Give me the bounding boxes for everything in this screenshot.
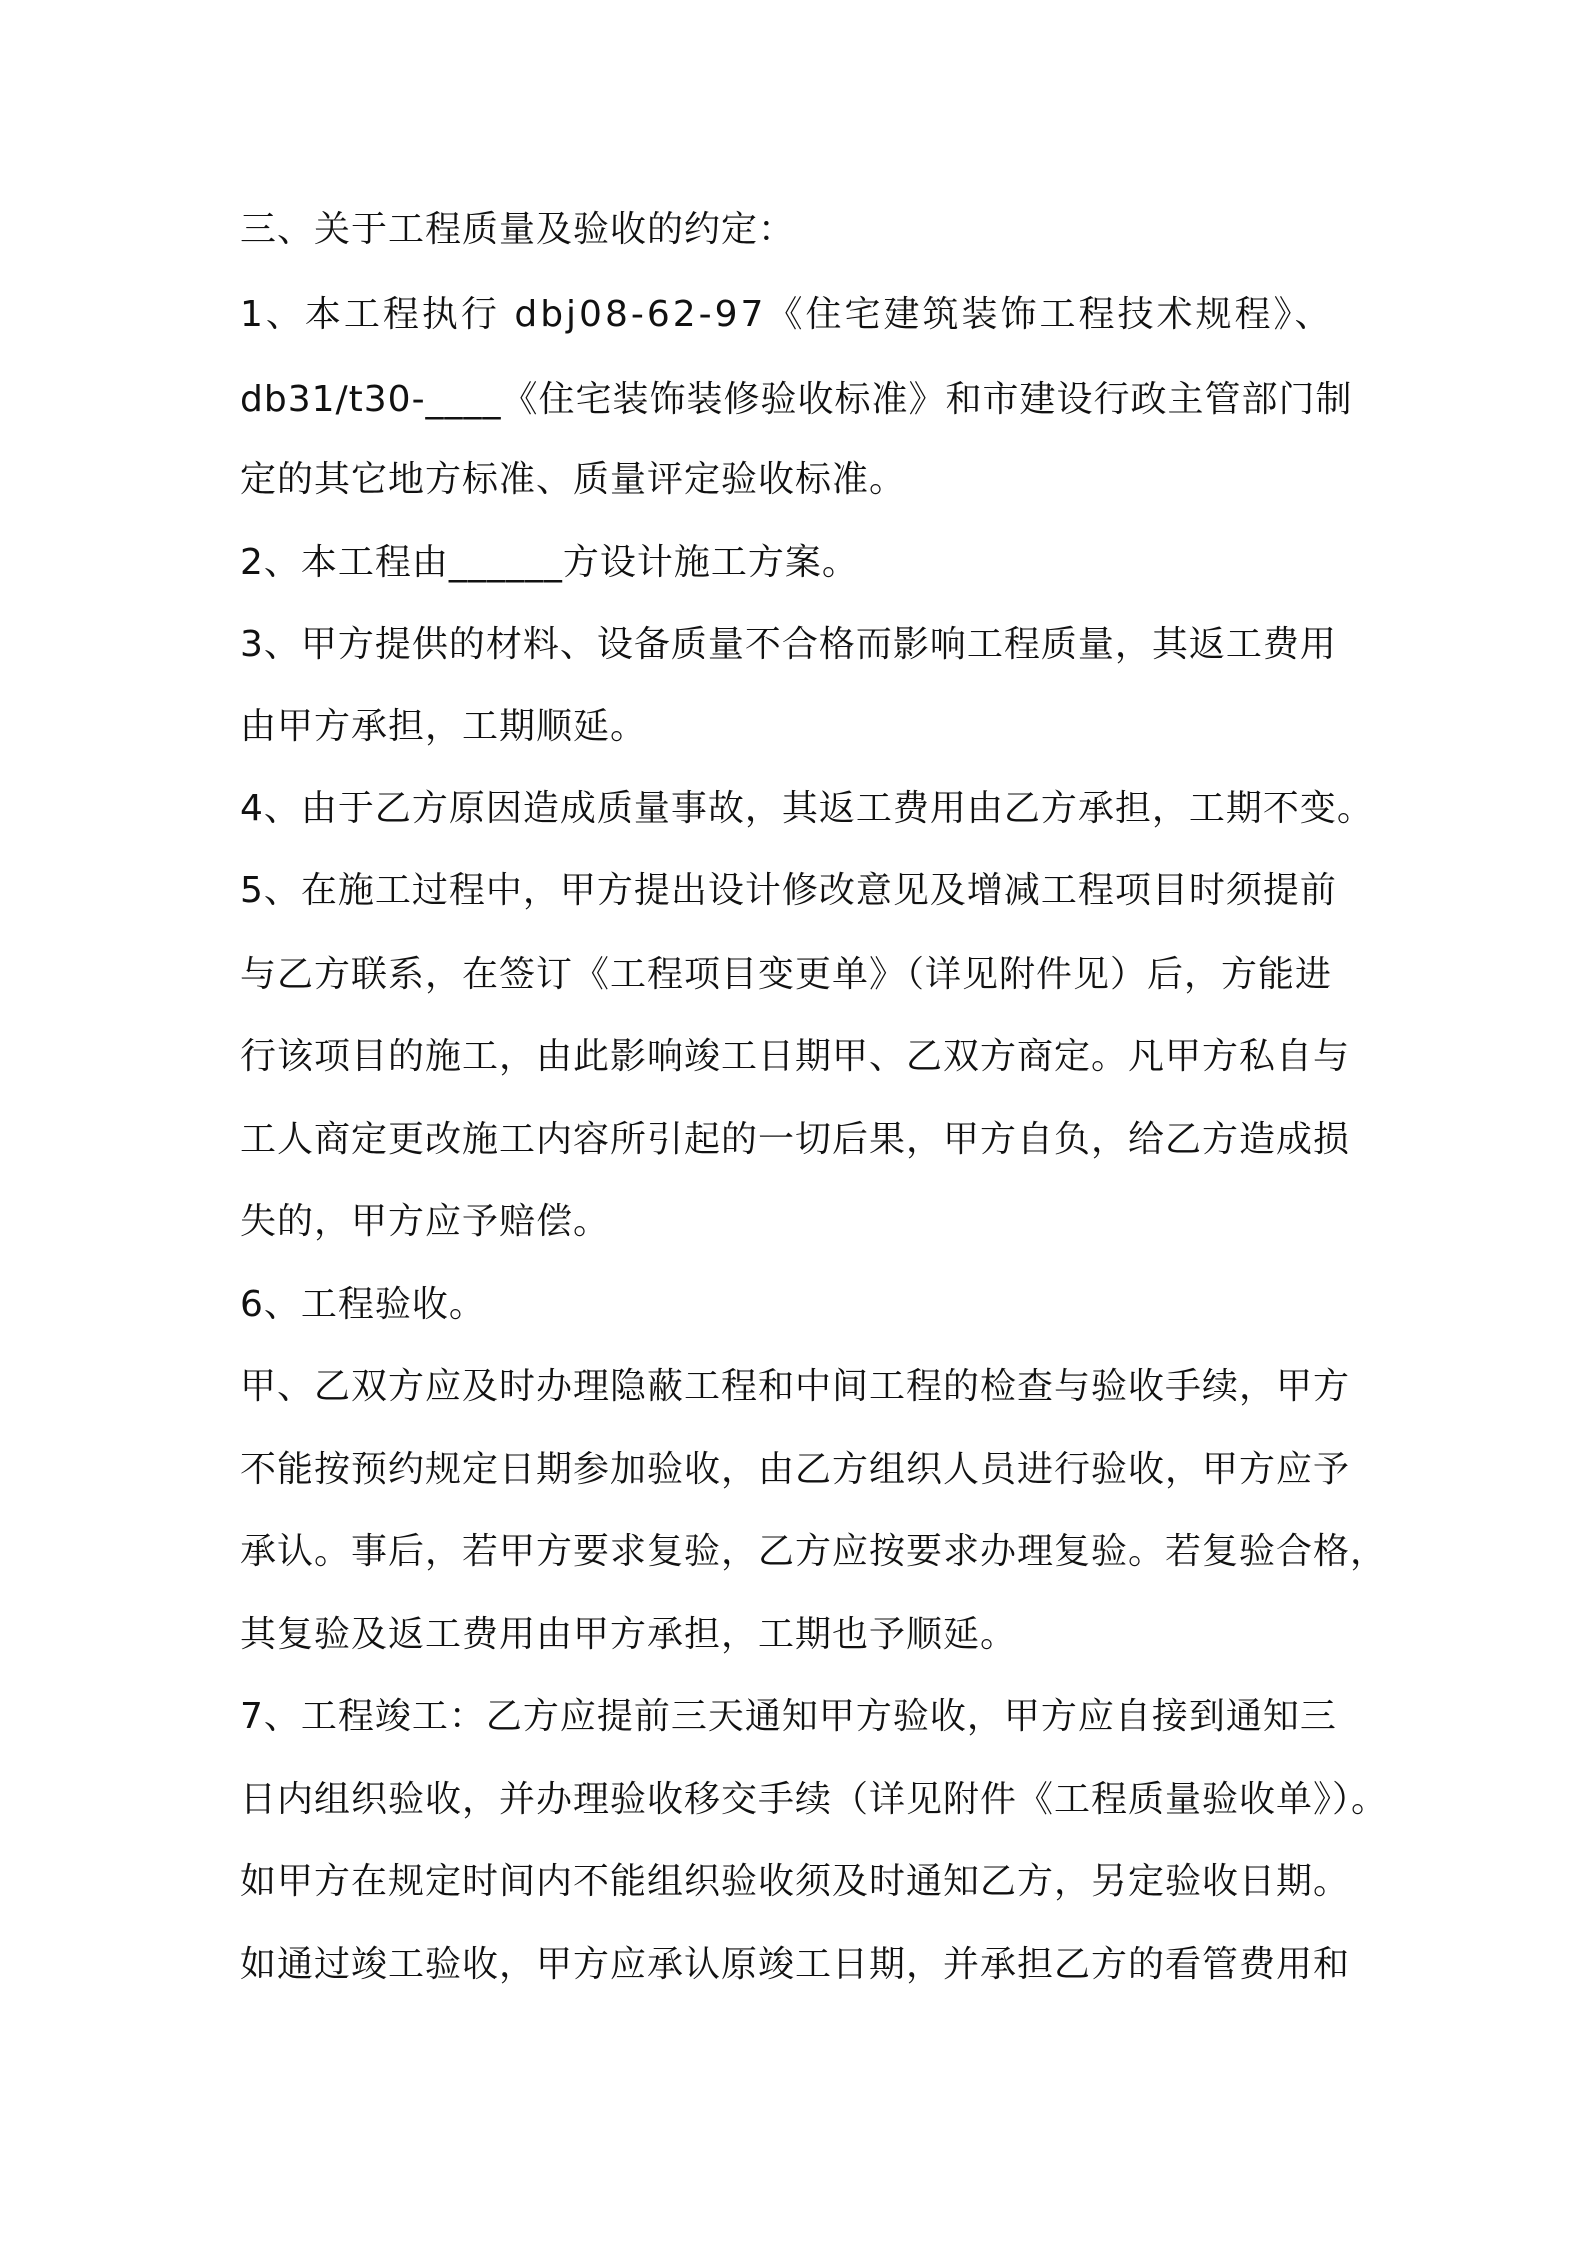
clause-7-line-3: 如甲方在规定时间内不能组织验收须及时通知乙方，另定验收日期。 [240,1861,1351,1902]
clause-1-line-1: 1、本工程执行 dbj08-62-97《住宅建筑装饰工程技术规程》、 [240,294,1334,335]
clause-7-line-1: 7、工程竣工：乙方应提前三天通知甲方验收，甲方应自接到通知三 [240,1696,1337,1737]
clause-4: 4、由于乙方原因造成质量事故，其返工费用由乙方承担，工期不变。 [240,788,1374,829]
clause-7-line-4: 如通过竣工验收，甲方应承认原竣工日期，并承担乙方的看管费用和 [240,1944,1351,1985]
clause-6-line-2: 不能按预约规定日期参加验收，由乙方组织人员进行验收，甲方应予 [240,1449,1351,1490]
clause-5-line-2: 与乙方联系，在签订《工程项目变更单》（详见附件见）后，方能进 [240,954,1333,995]
clause-7-line-2: 日内组织验收，并办理验收移交手续（详见附件《工程质量验收单》）。 [240,1779,1389,1820]
clause-5-line-4: 工人商定更改施工内容所引起的一切后果，甲方自负，给乙方造成损 [240,1119,1351,1160]
clause-2: 2、本工程由______方设计施工方案。 [240,542,859,583]
clause-6-line-3: 承认。事后，若甲方要求复验，乙方应按要求办理复验。若复验合格， [240,1531,1388,1572]
clause-5-line-5: 失的，甲方应予赔偿。 [240,1201,611,1242]
clause-3-line-2: 由甲方承担，工期顺延。 [240,706,648,747]
clause-5-line-3: 行该项目的施工，由此影响竣工日期甲、乙双方商定。凡甲方私自与 [240,1036,1351,1077]
clause-3-line-1: 3、甲方提供的材料、设备质量不合格而影响工程质量，其返工费用 [240,624,1337,665]
clause-6-heading: 6、工程验收。 [240,1284,486,1325]
clause-6-line-4: 其复验及返工费用由甲方承担，工期也予顺延。 [240,1614,1018,1655]
clause-5-line-1: 5、在施工过程中，甲方提出设计修改意见及增减工程项目时须提前 [240,870,1337,911]
section-heading: 三、关于工程质量及验收的约定： [240,209,796,250]
clause-6-line-1: 甲、乙双方应及时办理隐蔽工程和中间工程的检查与验收手续，甲方 [240,1366,1351,1407]
clause-1-line-3: 定的其它地方标准、质量评定验收标准。 [240,459,907,500]
clause-1-line-2: db31/t30-____《住宅装饰装修验收标准》和市建设行政主管部门制 [240,379,1353,420]
